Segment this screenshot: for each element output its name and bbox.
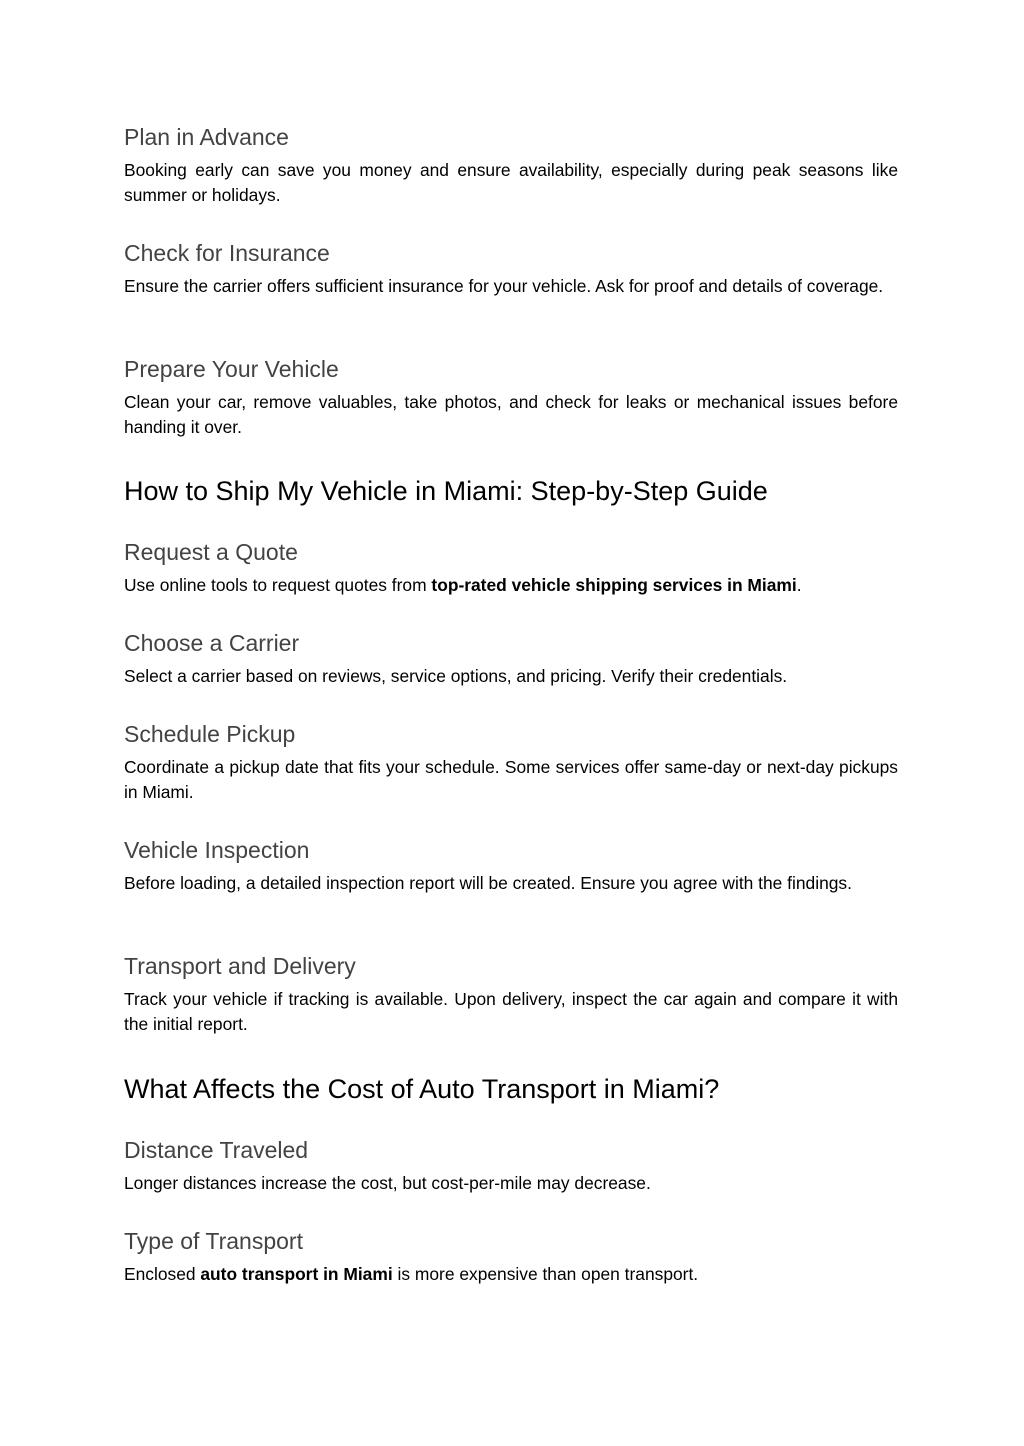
step-transport-and-delivery	[124, 951, 898, 1037]
section-paragraph: Booking early can save you money and ensure availability, especially during peak seasons like summer or holidays.	[124, 160, 898, 205]
step-heading: Request a Quote	[124, 539, 298, 565]
step-heading: Schedule Pickup	[124, 721, 296, 747]
factor-text-before: Enclosed	[124, 1264, 201, 1284]
factor-paragraph: Longer distances increase the cost, but cost-per-mile may decrease.	[124, 1173, 651, 1193]
step-vehicle-inspection	[124, 835, 898, 896]
step-request-a-quote	[124, 537, 898, 598]
factor-type-of-transport	[124, 1226, 898, 1287]
factor-paragraph	[124, 1262, 898, 1287]
step-heading: Transport and Delivery	[124, 953, 356, 979]
factor-distance-traveled	[124, 1135, 898, 1196]
step-choose-a-carrier	[124, 628, 898, 689]
section-paragraph: Clean your car, remove valuables, take photos, and check for leaks or mechanical issues before handing it over.	[124, 392, 898, 437]
section-prepare-your-vehicle	[124, 354, 898, 440]
factor-heading: Type of Transport	[124, 1228, 303, 1254]
step-paragraph: Select a carrier based on reviews, service options, and pricing. Verify their credentials.	[124, 666, 788, 686]
section-heading: Prepare Your Vehicle	[124, 356, 339, 382]
step-schedule-pickup	[124, 719, 898, 805]
step-text-bold: top-rated vehicle shipping services in Miami	[431, 575, 797, 595]
guide-section	[124, 474, 898, 508]
step-heading: Vehicle Inspection	[124, 837, 310, 863]
cost-title: What Affects the Cost of Auto Transport in Miami?	[124, 1074, 720, 1104]
step-text-after: .	[796, 575, 802, 595]
section-paragraph: Ensure the carrier offers sufficient insurance for your vehicle. Ask for proof and details of coverage.	[124, 276, 884, 296]
section-plan-in-advance	[124, 122, 898, 208]
section-heading: Check for Insurance	[124, 240, 330, 266]
factor-heading: Distance Traveled	[124, 1137, 309, 1163]
step-paragraph	[124, 573, 898, 598]
step-text-before: Use online tools to request quotes from	[124, 575, 432, 595]
factor-text-after: is more expensive than open transport.	[392, 1264, 699, 1284]
section-check-for-insurance	[124, 238, 898, 299]
section-heading: Plan in Advance	[124, 124, 289, 150]
step-paragraph: Before loading, a detailed inspection report will be created. Ensure you agree with the findings.	[124, 873, 852, 893]
factor-text-bold: auto transport in Miami	[200, 1264, 393, 1284]
guide-title: How to Ship My Vehicle in Miami: Step-by-Step Guide	[124, 476, 768, 506]
step-heading: Choose a Carrier	[124, 630, 300, 656]
step-paragraph: Track your vehicle if tracking is available. Upon delivery, inspect the car again and compare it with the initial report.	[124, 989, 898, 1034]
cost-section	[124, 1072, 898, 1106]
step-paragraph: Coordinate a pickup date that fits your schedule. Some services offer same-day or next-day pickups in Miami.	[124, 757, 898, 802]
